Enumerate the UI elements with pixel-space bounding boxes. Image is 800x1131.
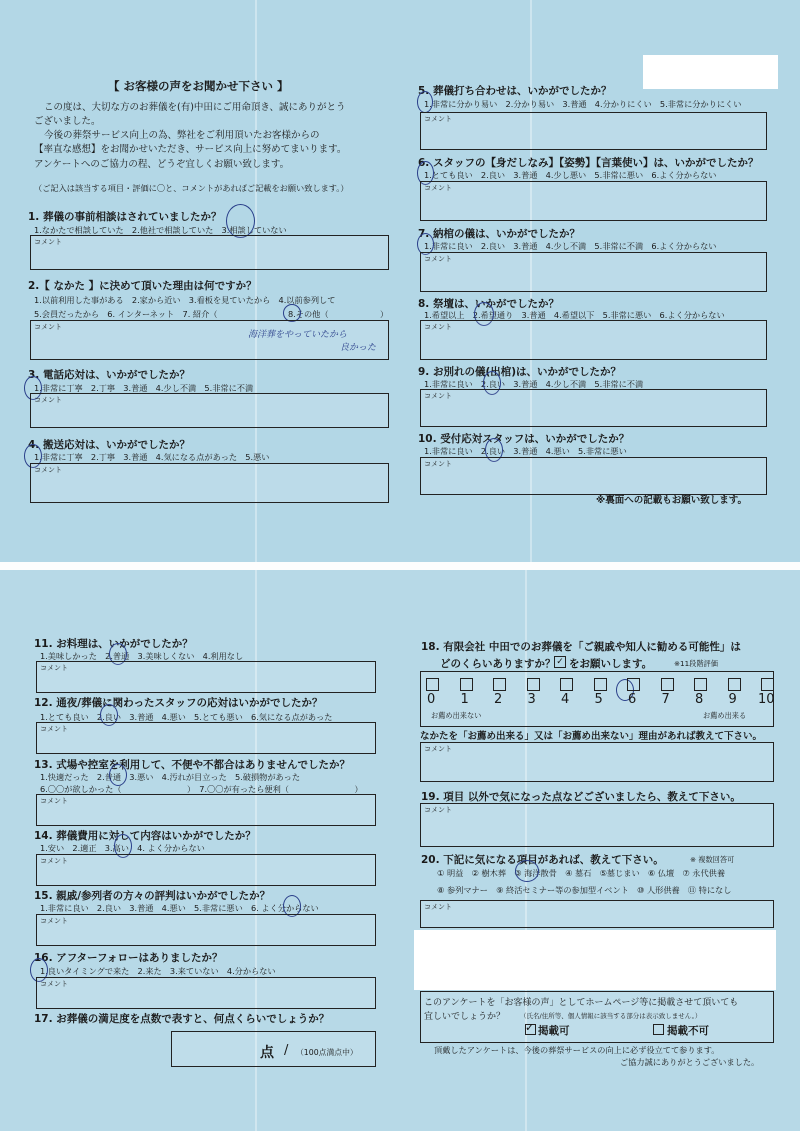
scale-checkbox[interactable] bbox=[426, 678, 439, 691]
q10-comment-box[interactable] bbox=[420, 457, 767, 495]
q1-title: 1. 葬儀の事前相談はされていましたか？ bbox=[28, 211, 222, 223]
q2-comment-box[interactable] bbox=[30, 320, 389, 360]
scale-checkbox[interactable] bbox=[694, 678, 707, 691]
q18-title2b: をお願いします。 bbox=[569, 658, 653, 670]
comment-label: コメント bbox=[424, 903, 452, 911]
comment-label: コメント bbox=[424, 255, 452, 263]
scale-number: 9 bbox=[728, 692, 737, 707]
q6-title: 6. スタッフの【身だしなみ】【姿勢】【言葉使い】は、いかがでしたか？ bbox=[418, 157, 759, 169]
q5-title: 5. 葬儀打ち合わせは、いかがでしたか？ bbox=[418, 85, 612, 97]
q16-options: 1.良いタイミングで来た 2.来た 3.来ていない 4.分からない bbox=[40, 966, 276, 976]
scale-checkbox[interactable] bbox=[594, 678, 607, 691]
q9-comment-box[interactable] bbox=[420, 389, 767, 427]
q20-comment-box[interactable] bbox=[420, 900, 774, 928]
q4-options: 1.非常に丁寧 2.丁寧 3.普通 4.気になる点があった 5.悪い bbox=[34, 452, 270, 462]
q9-title: 9. お別れの儀(出棺)は、いかがでしたか？ bbox=[418, 366, 622, 378]
q12-options: 1.とても良い 2.良い 3.普通 4.悪い 5.とても悪い 6.気になる点があった bbox=[40, 712, 333, 722]
scale-number: 8 bbox=[695, 692, 704, 707]
publish-privacy-note: （氏名/住所等、個人情報に該当する部分は表示致しません。） bbox=[520, 1012, 702, 1020]
q3-title: 3. 電話応対は、いかがでしたか？ bbox=[28, 369, 190, 381]
comment-label: コメント bbox=[34, 466, 62, 474]
q19-title: 19. 項目 以外で気になった点などございましたら、教えて下さい。 bbox=[421, 791, 741, 803]
survey-page-front bbox=[0, 0, 800, 562]
q3-options: 1.非常に丁寧 2.丁寧 3.普通 4.少し不満 5.非常に不満 bbox=[34, 383, 254, 393]
q11-options: 1.美味しかった 2.普通 3.美味しくない 4.利用なし bbox=[40, 651, 244, 661]
q10-title: 10. 受付応対スタッフは、いかがでしたか？ bbox=[418, 433, 630, 445]
q8-comment-box[interactable] bbox=[420, 320, 767, 360]
q2-paren-close: ） bbox=[380, 309, 389, 319]
intro-line: 【率直な感想】をお聞かせいただき、サービス向上に努めてまいります。 bbox=[34, 144, 347, 155]
q11-comment-box[interactable] bbox=[36, 661, 376, 693]
publish-ng-checkbox[interactable] bbox=[653, 1024, 664, 1035]
comment-label: コメント bbox=[40, 664, 68, 672]
comment-label: コメント bbox=[424, 460, 452, 468]
score-input-box[interactable] bbox=[171, 1031, 376, 1067]
comment-label: コメント bbox=[34, 396, 62, 404]
publish-consent-box bbox=[420, 991, 774, 1043]
score-unit: 点 bbox=[260, 1045, 274, 1061]
comment-label: コメント bbox=[40, 917, 68, 925]
q15-title: 15. 親戚/参列者の方々の評判はいかがでしたか？ bbox=[34, 890, 271, 902]
q12-comment-box[interactable] bbox=[36, 722, 376, 754]
q14-title: 14. 葬儀費用に対して内容はいかがでしたか？ bbox=[34, 830, 256, 842]
answer-circle bbox=[417, 91, 433, 113]
comment-label: コメント bbox=[424, 115, 452, 123]
q15-comment-box[interactable] bbox=[36, 914, 376, 946]
scale-low-label: お薦め出来ない bbox=[431, 711, 482, 720]
q20-title: 20. 下記に気になる項目があれば、教えて下さい。 bbox=[421, 854, 664, 866]
q7-options: 1.非常に良い 2.良い 3.普通 4.少し不満 5.非常に不満 6.よく分からない bbox=[424, 241, 717, 251]
q13-comment-box[interactable] bbox=[36, 794, 376, 826]
scale-checkbox[interactable] bbox=[761, 678, 774, 691]
q2-options-other: 8.その他（ bbox=[288, 309, 329, 319]
q1-options: 1.なかたで相談していた 2.他社で相談していた 3.相談していない bbox=[34, 225, 287, 235]
answer-circle bbox=[515, 860, 539, 882]
scale-checkbox[interactable] bbox=[661, 678, 674, 691]
q19-comment-box[interactable] bbox=[420, 803, 774, 847]
comment-label: コメント bbox=[40, 980, 68, 988]
scale-checkbox[interactable] bbox=[627, 678, 640, 691]
instruction: （ご記入は該当する項目・評価に〇と、コメントがあればご記載をお願い致します。） bbox=[34, 183, 349, 193]
q5-options: 1.非常に分かり易い 2.分かり易い 3.普通 4.分かりにくい 5.非常に分かりにくい bbox=[424, 99, 742, 109]
scale-number: 6 bbox=[628, 692, 637, 707]
scale-checkbox[interactable] bbox=[460, 678, 473, 691]
q5-comment-box[interactable] bbox=[420, 112, 767, 150]
scale-number: 3 bbox=[527, 692, 536, 707]
q4-title: 4. 搬送応対は、いかがでしたか？ bbox=[28, 439, 190, 451]
scale-high-label: お薦め出来る bbox=[703, 711, 747, 720]
scale-number: 0 bbox=[427, 692, 436, 707]
survey-page-back bbox=[0, 570, 800, 1131]
scale-number: 10 bbox=[758, 692, 775, 707]
comment-label: コメント bbox=[40, 797, 68, 805]
comment-label: コメント bbox=[40, 725, 68, 733]
q6-options: 1.とても良い 2.良い 3.普通 4.少し悪い 5.非常に悪い 6.よく分からない bbox=[424, 170, 717, 180]
redacted-area bbox=[414, 930, 776, 990]
scale-checkbox[interactable] bbox=[560, 678, 573, 691]
comment-label: コメント bbox=[40, 857, 68, 865]
handwritten-comment: 海洋葬をやっていたから bbox=[248, 330, 348, 340]
scale-number: 1 bbox=[460, 692, 469, 707]
comment-label: コメント bbox=[424, 392, 452, 400]
q13-options-row1: 1.快適だった 2.普通 3.悪い 4.汚れが目立った 5.破損物があった bbox=[40, 772, 301, 782]
back-side-note: ※裏面への記載もお願い致します。 bbox=[596, 495, 747, 506]
comment-label: コメント bbox=[424, 184, 452, 192]
q18-comment-box[interactable] bbox=[420, 742, 774, 782]
q1-comment-box[interactable] bbox=[30, 235, 389, 270]
q11-title: 11. お料理は、いかがでしたか？ bbox=[34, 638, 193, 650]
q17-title: 17. お葬儀の満足度を点数で表すと、何点くらいでしょうか？ bbox=[34, 1013, 330, 1025]
publish-ok-label: 掲載可 bbox=[538, 1025, 570, 1037]
footer-line1: 頂戴したアンケートは、今後の葬祭サービスの向上に必ず役立てて参ります。 bbox=[434, 1045, 720, 1055]
q8-options: 1.希望以上 2.希望通り 3.普通 4.希望以下 5.非常に悪い 6.よく分からない bbox=[424, 310, 725, 320]
q18-title: 18. 有限会社 中田でのお葬儀を「ご親戚や知人に勧める可能性」は bbox=[421, 641, 741, 653]
q7-title: 7. 納棺の儀は、いかがでしたか？ bbox=[418, 228, 580, 240]
q8-title: 8. 祭壇は、いかがでしたか？ bbox=[418, 298, 559, 310]
q14-comment-box[interactable] bbox=[36, 854, 376, 886]
publish-ng-label: 掲載不可 bbox=[667, 1025, 709, 1037]
comment-label: コメント bbox=[424, 323, 452, 331]
scale-number: 7 bbox=[661, 692, 670, 707]
q13-title: 13. 式場や控室を利用して、不便や不都合はありませんでしたか？ bbox=[34, 759, 351, 771]
scale-number: 4 bbox=[561, 692, 570, 707]
q12-title: 12. 通夜/葬儀に関わったスタッフの応対はいかがでしたか？ bbox=[34, 697, 323, 709]
answer-circle bbox=[226, 204, 255, 238]
q10-options: 1.非常に良い 2.良い 3.普通 4.悪い 5.非常に悪い bbox=[424, 446, 627, 456]
scale-number: 5 bbox=[594, 692, 603, 707]
q2-options-row2: 5.会員だったから 6. インターネット 7. 紹介（ bbox=[34, 309, 218, 319]
q9-options: 1.非常に良い 2.良い 3.普通 4.少し不満 5.非常に不満 bbox=[424, 379, 644, 389]
answer-circle bbox=[109, 764, 127, 786]
check-mark-icon: ✓ bbox=[554, 656, 566, 668]
comment-label: コメント bbox=[424, 806, 452, 814]
q13-options-row2: 6.〇〇が欲しかった（ ） 7.〇〇が有ったら便利（ ） bbox=[40, 784, 363, 794]
redacted-area bbox=[643, 55, 778, 89]
score-note: （100点満点中） bbox=[296, 1048, 358, 1057]
q6-comment-box[interactable] bbox=[420, 181, 767, 221]
footer-line2: ご協力誠にありがとうございました。 bbox=[620, 1057, 760, 1067]
score-slash: / bbox=[284, 1043, 289, 1058]
comment-label: コメント bbox=[34, 238, 62, 246]
q2-options-row1: 1.以前利用した事がある 2.家から近い 3.看板を見ていたから 4.以前参列して bbox=[34, 295, 336, 305]
q20-items-row1: ① 明益 ② 樹木葬 ③ 海洋散骨 ④ 墓石 ⑤墓じまい ⑥ 仏壇 ⑦ 永代供養 bbox=[437, 868, 726, 878]
comment-label: コメント bbox=[424, 745, 452, 753]
publish-line1: このアンケートを「お客様の声」としてホームページ等に掲載させて頂いても bbox=[424, 998, 739, 1008]
q7-comment-box[interactable] bbox=[420, 252, 767, 292]
intro-line: この度は、大切な方のお葬儀を(有)中田にご用命頂き、誠にありがとう bbox=[44, 102, 346, 113]
scale-checkbox[interactable] bbox=[728, 678, 741, 691]
q2-title: 2.【 なかた 】に決めて頂いた理由は何ですか？ bbox=[28, 280, 257, 292]
intro-line: ございました。 bbox=[34, 116, 101, 127]
intro-line: アンケートへのご協力の程、どうぞ宜しくお願い致します。 bbox=[34, 159, 290, 170]
q16-title: 16. アフターフォローはありましたか？ bbox=[34, 952, 223, 964]
survey-title: 【 お客様の声をお聞かせ下さい 】 bbox=[108, 79, 289, 93]
check-mark-icon: ✓ bbox=[525, 1021, 535, 1034]
q16-comment-box[interactable] bbox=[36, 977, 376, 1009]
intro-line: 今後の葬祭サービス向上の為、弊社をご利用頂いたお客様からの bbox=[44, 130, 320, 141]
q18-title2: どのくらいありますか？ bbox=[440, 658, 556, 670]
q15-options: 1.非常に良い 2.良い 3.普通 4.悪い 5.非常に悪い 6. よく分からない bbox=[40, 903, 319, 913]
scale-checkbox[interactable] bbox=[493, 678, 506, 691]
q20-note: ※ 複数回答可 bbox=[690, 855, 735, 864]
comment-label: コメント bbox=[34, 323, 62, 331]
handwritten-comment: 良かった bbox=[340, 343, 377, 353]
q18-reason: なかたを「お薦め出来る」又は「お薦め出来ない」理由があれば教えて下さい。 bbox=[420, 731, 763, 742]
scale-number: 2 bbox=[494, 692, 503, 707]
q3-comment-box[interactable] bbox=[30, 393, 389, 428]
q4-comment-box[interactable] bbox=[30, 463, 389, 503]
q14-options: 1.安い 2.適正 3.高い 4. よく分からない bbox=[40, 843, 205, 853]
q20-items-row2: ⑧ 参列マナー ⑨ 終活セミナー等の参加型イベント ⑩ 人形供養 ⑪ 特になし bbox=[437, 885, 732, 895]
scale-note: ※11段階評価 bbox=[674, 659, 718, 668]
scale-checkbox[interactable] bbox=[527, 678, 540, 691]
publish-line2: 宜しいでしょうか？ bbox=[424, 1012, 506, 1022]
